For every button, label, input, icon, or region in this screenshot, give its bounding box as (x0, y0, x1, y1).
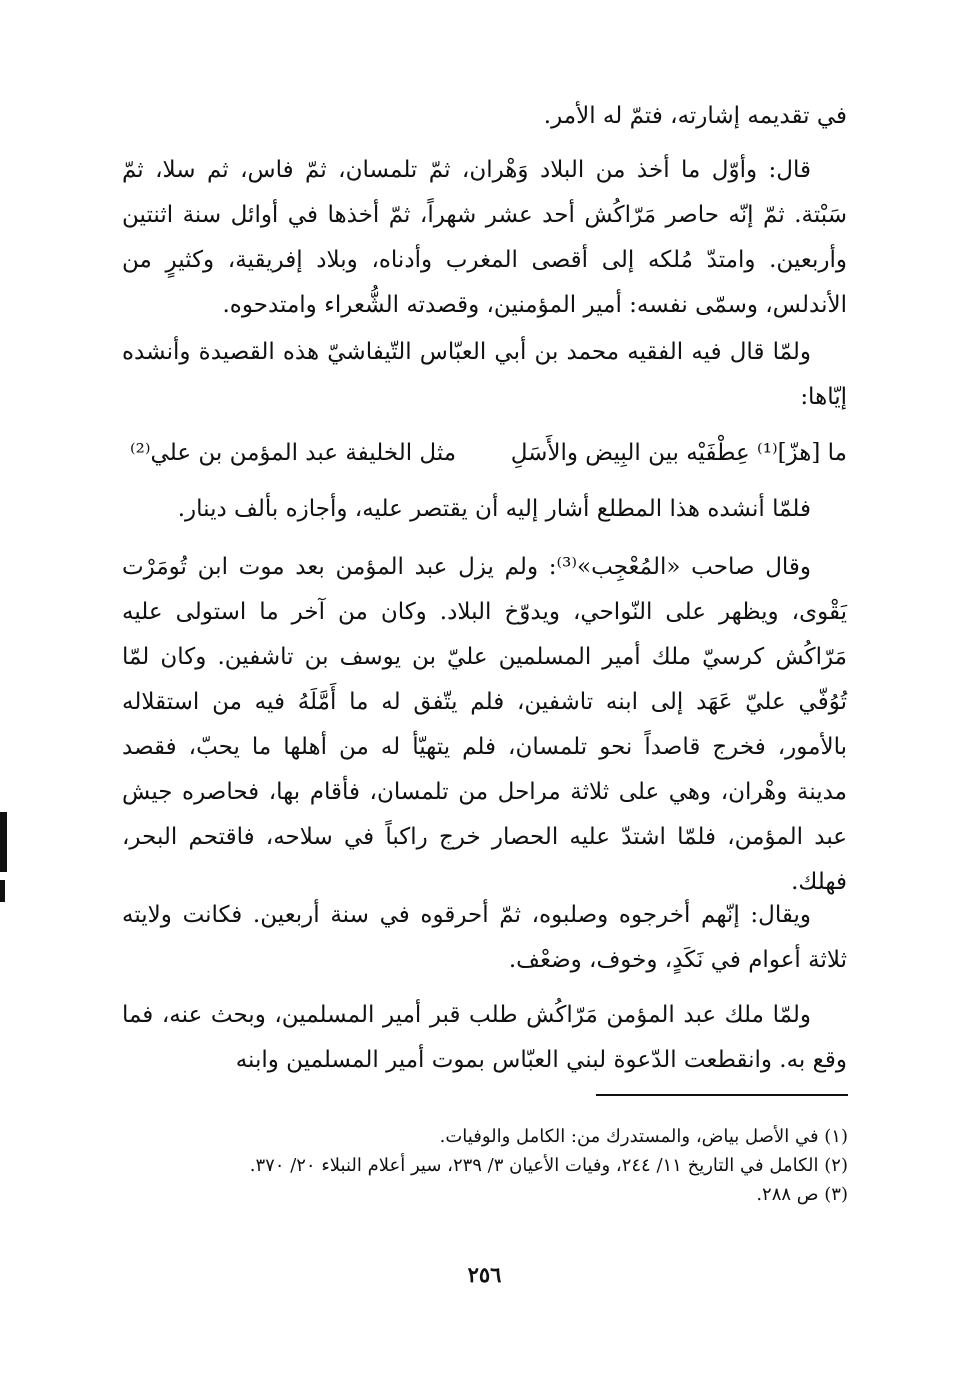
scan-edge-mark-lower (0, 880, 5, 902)
paragraph-3: ولمّا قال فيه الفقيه محمد بن أبي العبّاس التّيفاشيّ هذه القصيدة وأنشده إيّاها: (122, 339, 847, 410)
footnote-separator (596, 1094, 848, 1096)
scan-edge-mark (0, 812, 7, 872)
paragraph-1: في تقديمه إشارته، فتمّ له الأمر. (543, 103, 847, 129)
footnote-2: (٢) الكامل في التاريخ ١١/ ٢٤٤، وفيات الأعيان ٣/ ٢٣٩، سير أعلام النبلاء ٢٠/ ٣٧٠. (249, 1155, 848, 1176)
poetry-verse (130, 430, 847, 476)
paragraph-5: وقال صاحب «المُعْجِب»⁽³⁾: ولم يزل عبد المؤمن بعد موت ابن تُومَرْت يَقْوى، ويظهر على النّواحي، ويدوّخ البلاد. وكان من آخر ما استولى عليه مَرّاكُش كرسيّ ملك أمير المسلمين عليّ بن يوسف بن تاشفين. وكان لمّا تُوُفّي عليّ عَهَد إلى ابنه تاشفين، فلم يتّفق له ما أَمَّلَهُ فيه من استقلاله بالأمور، فخرج قاصداً نحو تلمسان، فلم يتهيّأ له من أهلها ما يحبّ، فقصد مدينة وهْران، وهي على ثلاثة مراحل من تلمسان، فأقام بها، فحاصره جيش عبد المؤمن، فلمّا اشتدّ عليه الحصار خرج راكباً في سلاحه، فاقتحم البحر، فهلك. (122, 554, 847, 895)
page-number: ٢٥٦ (467, 1262, 502, 1287)
footnotes (180, 1122, 848, 1209)
paragraph-6: ويقال: إنّهم أخرجوه وصلبوه، ثمّ أحرقوه في سنة أربعين. فكانت ولايته ثلاثة أعوام في نَكَدٍ، وخوف، وضعْف. (122, 902, 847, 973)
verse-second-hemistich: مثل الخليفة عبد المؤمن بن علي⁽²⁾ (130, 440, 457, 466)
paragraph-2: قال: وأوّل ما أخذ من البلاد وَهْران، ثمّ تلمسان، ثمّ فاس، ثم سلا، ثمّ سَبْتة. ثمّ إنّه حاصر مَرّاكُش أحد عشر شهراً، ثمّ أخذها في أوائل سنة اثنتين وأربعين. وامتدّ مُلكه إلى أقصى المغرب وأدناه، وبلاد إفريقية، وكثيرٍ من الأندلس، وسمّى نفسه: أمير المؤمنين، وقصدته الشُّعراء وامتدحوه. (122, 157, 847, 318)
verse-first-hemistich: ما [هزّ]⁽¹⁾ عِطْفَيْه بين البِيض والأَسَلِ (510, 440, 847, 466)
paragraph-7: ولمّا ملك عبد المؤمن مَرّاكُش طلب قبر أمير المسلمين، وبحث عنه، فما وقع به. وانقطعت الدّعوة لبني العبّاس بموت أمير المسلمين وابنه (122, 1002, 847, 1073)
paragraph-4: فلمّا أنشده هذا المطلع أشار إليه أن يقتصر عليه، وأجازه بألف دينار. (177, 496, 811, 522)
footnote-1: (١) في الأصل بياض، والمستدرك من: الكامل والوفيات. (439, 1126, 848, 1147)
footnote-3: (٣) ص ٢٨٨. (756, 1184, 848, 1205)
